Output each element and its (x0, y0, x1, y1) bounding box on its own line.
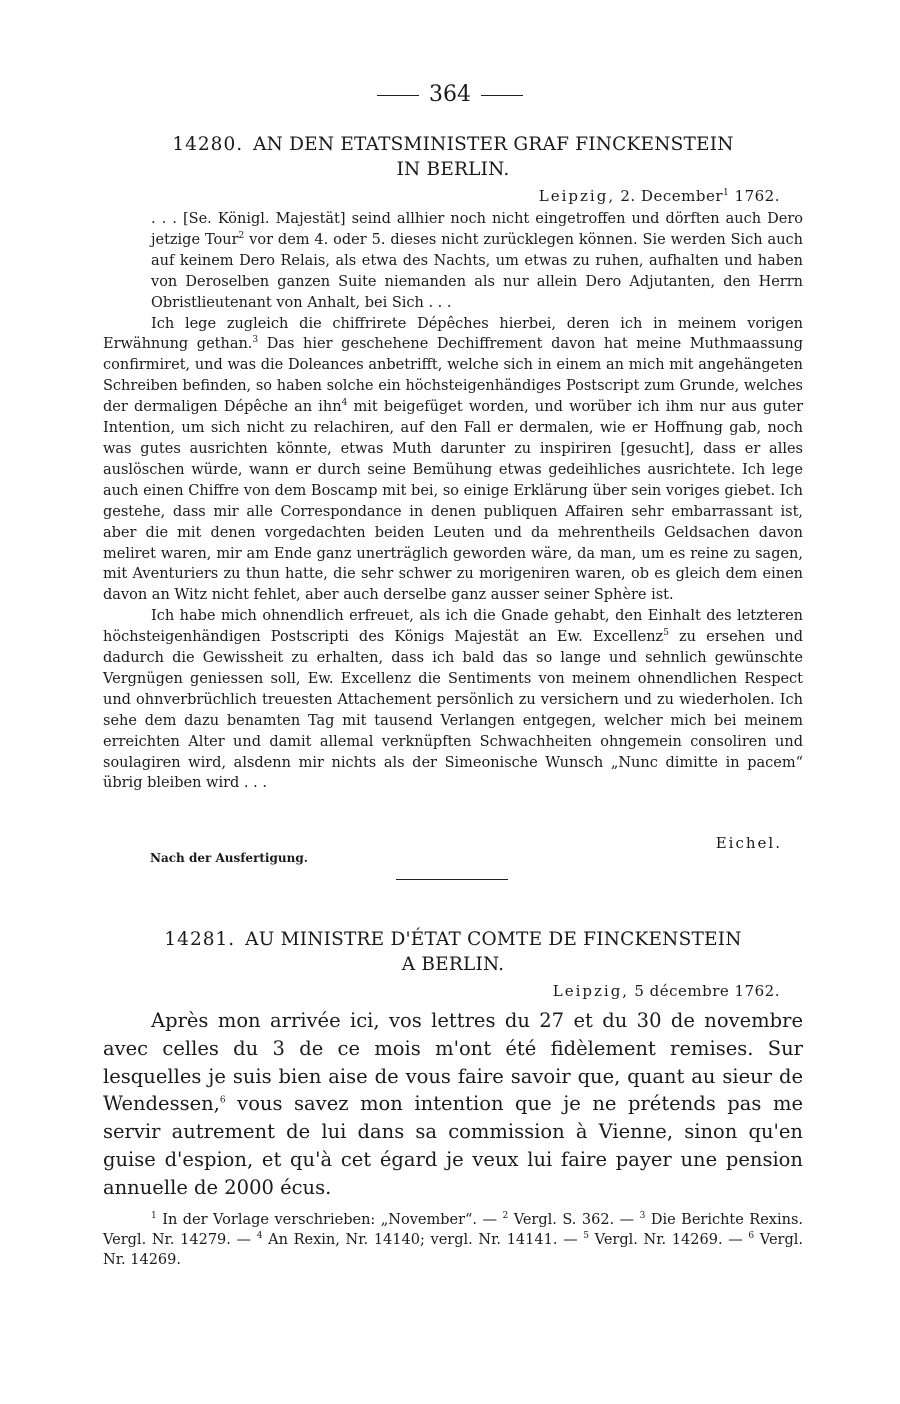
footnote-block (103, 1210, 803, 1270)
footnote-6-text: Vergl. Nr. 14269. (103, 1232, 803, 1268)
footnotes (103, 1210, 803, 1270)
letter1-dateline (539, 187, 780, 205)
letter2-body (103, 1007, 803, 1202)
letter1-p2-text-a: Ich lege zugleich die chiffrirete Dépêches hierbei, deren ich in meinem vorigen Erwähnung gethan. (103, 315, 803, 353)
header-dash-left (377, 95, 419, 96)
letter2-date: 5 décembre 1762. (634, 982, 780, 1000)
letter2-paragraph-1 (103, 1007, 803, 1202)
letter1-place: Leipzig, (538, 187, 616, 205)
footnote-4-text: An Rexin, Nr. 14140; vergl. Nr. 14141. — (262, 1232, 584, 1248)
letter1-paragraph-2 (103, 314, 803, 607)
letter2-number: 14281. (164, 929, 236, 950)
letter1-body (103, 209, 803, 794)
page-header (0, 82, 900, 107)
footnote-3-number: 3 (639, 1211, 646, 1222)
letter1-p2-text-c: mit beigefüget worden, und worüber ich ihm nur aus guter Intention, um sich nicht zu relachiren, auf den Fall er dermalen, wie er Hoffnung gab, noch was gutes ausrichten könnte, etwas Muth darunter zu inspiriren [gesucht], dass er alles auslöschen würde, wann er durch seine Bemühung etwas gedeihliches ausrichtete. Ich lege auch einen Chiffre von dem Boscamp mit bei, so einige Erklärung über sein voriges giebet. Ich gestehe, dass mir alle Correspondance in denen publiquen Affairen sehr embarrassant ist, aber die mit denen vorgedachten beiden Leuten und da mehrentheils Geldsachen davon meliret waren, mir am Ende ganz unerträglich geworden wäre, da man, um es reine zu sagen, mit Aventuriers zu thun hatte, die sehr schwer zu morigeniren waren, ob es gleich dem einen davon an Witz nicht fehlet, aber auch derselbe ganz ausser seiner Sphère ist. (103, 399, 803, 604)
letter1-title-line1 (103, 132, 803, 157)
letter1-date: 2. December (620, 187, 724, 205)
letter2-title-line2: A BERLIN. (401, 954, 505, 975)
letter2-title-line1 (103, 927, 803, 952)
letter1-p3-footnote: 5 (663, 628, 669, 639)
letter1-p1-text-a: . . . [Se. Königl. Majestät] seind allhier noch nicht eingetroffen und dörften auch Dero jetzige Tour (151, 211, 803, 248)
letter1-p1-text-b: vor dem 4. oder 5. dieses nicht zurücklegen können. Sie werden Sich auch auf keinem Dero Relais, als etwa des Nachts, um etwas zu ruhen, aufhalten und haben von Deroselben ganzen Suite niemanden als nur allein Dero Adjutanten, den Herrn Obristlieutenant von Anhalt, bei Sich . . . (151, 231, 803, 311)
letter1-title-text: AN DEN ETATSMINISTER GRAF FINCKENSTEIN (253, 134, 734, 155)
letter2-dateline (553, 982, 780, 1000)
footnote-2-number: 2 (502, 1211, 509, 1222)
letter2-title (103, 927, 803, 977)
footnote-3-text: Die Berichte Rexins. Vergl. Nr. 14279. — (103, 1212, 804, 1248)
footnote-4-number: 4 (256, 1231, 263, 1242)
letter2-p1-footnote: 6 (219, 1095, 226, 1106)
section-divider (396, 879, 508, 880)
letter1-source-note: Nach der Ausfertigung. (150, 851, 308, 865)
letter2-p1-text-b: vous savez mon intention que je ne prétends pas me servir autrement de lui dans sa commission à Vienne, sinon qu'en guise d'espion, et qu'à cet égard je veux lui faire payer une pension annuelle de 2000 écus. (103, 1092, 803, 1199)
footnote-1-text: In der Vorlage verschrieben: „November“. — (156, 1212, 503, 1228)
footnote-6-number: 6 (748, 1231, 755, 1242)
letter1-p2-text-b: Das hier geschehene Dechiffrement davon hat meine Muthmaassung confirmiret, und was die Doleances anbetrifft, welche sich in einem an mich mit angehängeten Schreiben befinden, so haben solche ein höchsteigenhändiges Postscript zum Grunde, welches der dermaligen Dépêche an ihn (103, 336, 803, 416)
letter1-title (103, 132, 803, 182)
letter1-p2-footnote-2: 4 (341, 398, 348, 409)
header-dash-right (481, 95, 523, 96)
page-number: 364 (429, 82, 471, 107)
footnote-5-text: Vergl. Nr. 14269. — (589, 1232, 749, 1248)
footnote-5-number: 5 (583, 1231, 590, 1242)
letter2-place: Leipzig, (552, 982, 630, 1000)
letter1-paragraph-3 (103, 606, 803, 794)
footnote-1-number: 1 (151, 1211, 157, 1222)
letter2-title-text: AU MINISTRE D'ÉTAT COMTE DE FINCKENSTEIN (245, 929, 742, 950)
letter1-title-line2: IN BERLIN. (396, 159, 510, 180)
letter1-number: 14280. (172, 134, 244, 155)
letter1-date-footnote: 1 (723, 188, 730, 198)
letter1-p1-footnote: 2 (238, 231, 245, 242)
letter1-paragraph-1 (103, 209, 803, 314)
footnote-2-text: Vergl. S. 362. — (508, 1212, 640, 1228)
letter2-p1-text-a: Après mon arrivée ici, vos lettres du 27 et du 30 de novembre avec celles du 3 de ce mois m'ont été fidèlement remises. Sur lesquelles je suis bien aise de vous faire savoir que, quant au sieur de Wendessen, (103, 1009, 803, 1116)
letter1-signature: Eichel. (715, 834, 782, 852)
letter1-year: 1762. (734, 187, 780, 205)
letter1-p3-text-a: Ich habe mich ohnendlich erfreuet, als ich die Gnade gehabt, den Einhalt des letzteren höchsteigenhändigen Postscripti des Königs Majestät an Ew. Excellenz (103, 608, 803, 646)
letter1-p2-footnote-1: 3 (252, 335, 259, 346)
letter1-p3-text-b: zu ersehen und dadurch die Gewissheit zu erhalten, dass ich bald das so lange und sehnlich gewünschte Vergnügen geniessen soll, Ew. Excellenz die Sentiments von meinem ohnendlichen Respect und ohnverbrüchlich treuesten Attachement persönlich zu versichern und zu wiederholen. Ich sehe dem dazu benamten Tag mit tausend Verlangen entgegen, welcher mich bei meinem erreichten Alter und damit allemal verknüpften Schwachheiten ohngemein consoliren und soulagiren wird, alsdenn mir nichts als der Simeonische Wunsch „Nunc dimitte in pacem“ übrig bleiben wird . . . (103, 629, 804, 792)
